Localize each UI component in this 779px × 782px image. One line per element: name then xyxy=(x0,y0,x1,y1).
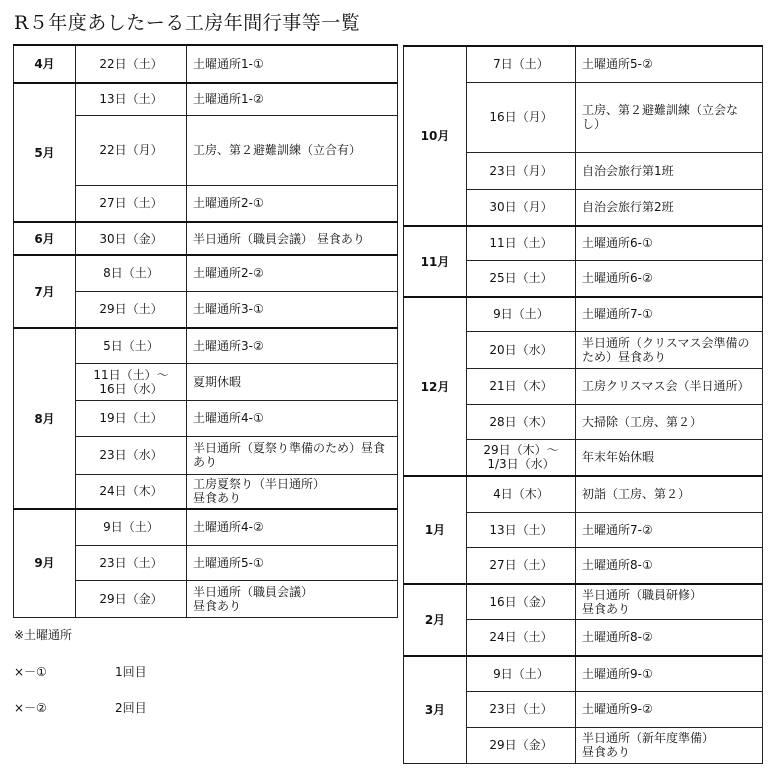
date-cell: 23日（土） xyxy=(467,691,576,727)
event-cell: 工房、第２避難訓練（立合有） xyxy=(187,115,398,185)
event-cell: 大掃除（工房、第２） xyxy=(576,404,763,439)
event-cell: 工房、第２避難訓練（立会なし） xyxy=(576,82,763,152)
date-cell: 23日（水） xyxy=(76,436,187,474)
event-cell: 土曜通所3-② xyxy=(187,328,398,363)
date-cell: 13日（土） xyxy=(467,512,576,547)
event-cell: 土曜通所9-① xyxy=(576,656,763,691)
event-cell: 土曜通所1-② xyxy=(187,83,398,115)
event-cell: 土曜通所7-② xyxy=(576,512,763,547)
event-cell: 夏期休暇 xyxy=(187,363,398,400)
table-row xyxy=(14,255,398,291)
date-cell: 8日（土） xyxy=(76,255,187,291)
event-cell: 土曜通所2-② xyxy=(187,255,398,291)
event-cell: 土曜通所6-① xyxy=(576,226,763,260)
event-cell: 土曜通所2-① xyxy=(187,185,398,222)
month-cell: 4月 xyxy=(14,45,76,83)
event-cell: 工房クリスマス会（半日通所） xyxy=(576,368,763,404)
month-cell: 8月 xyxy=(14,328,76,509)
event-cell: 土曜通所6-② xyxy=(576,260,763,297)
note-text: 2回目 xyxy=(115,701,147,715)
table-row xyxy=(404,226,763,260)
event-cell: 土曜通所8-② xyxy=(576,619,763,656)
event-cell: 半日通所（夏祭り準備のため）昼食あり xyxy=(187,436,398,474)
date-cell: 29日（土） xyxy=(76,291,187,328)
date-cell: 5日（土） xyxy=(76,328,187,363)
date-cell: 9日（土） xyxy=(467,656,576,691)
event-cell: 土曜通所5-② xyxy=(576,46,763,82)
event-cell: 工房夏祭り（半日通所） 昼食あり xyxy=(187,474,398,509)
date-cell: 28日（木） xyxy=(467,404,576,439)
date-cell: 29日（金） xyxy=(467,727,576,763)
event-cell: 年末年始休暇 xyxy=(576,439,763,476)
date-cell: 7日（土） xyxy=(467,46,576,82)
month-cell: 3月 xyxy=(404,656,467,763)
note-symbol: ×－① xyxy=(14,665,47,679)
schedule-table-right xyxy=(403,45,763,764)
month-cell: 10月 xyxy=(404,46,467,226)
date-cell: 23日（月） xyxy=(467,152,576,189)
date-cell: 4日（木） xyxy=(467,476,576,512)
month-cell: 9月 xyxy=(14,509,76,617)
date-cell: 16日（月） xyxy=(467,82,576,152)
event-cell: 自治会旅行第1班 xyxy=(576,152,763,189)
page-title: R５年度あしたーる工房年間行事等一覧 xyxy=(14,12,361,34)
event-cell: 自治会旅行第2班 xyxy=(576,189,763,226)
month-cell: 7月 xyxy=(14,255,76,328)
date-cell: 21日（木） xyxy=(467,368,576,404)
event-cell: 半日通所（新年度準備） 昼食あり xyxy=(576,727,763,763)
date-cell: 22日（土） xyxy=(76,45,187,83)
date-cell: 30日（金） xyxy=(76,222,187,255)
table-row xyxy=(14,45,398,83)
event-cell: 半日通所（職員会議） 昼食あり xyxy=(187,580,398,617)
table-row xyxy=(14,222,398,255)
event-cell: 土曜通所3-① xyxy=(187,291,398,328)
date-cell: 30日（月） xyxy=(467,189,576,226)
date-cell: 27日（土） xyxy=(467,547,576,584)
date-cell: 27日（土） xyxy=(76,185,187,222)
event-cell: 半日通所（職員研修） 昼食あり xyxy=(576,584,763,619)
date-cell: 9日（土） xyxy=(76,509,187,545)
note-symbol: ×－② xyxy=(14,701,47,715)
event-cell: 土曜通所7-① xyxy=(576,297,763,331)
date-cell: 20日（水） xyxy=(467,331,576,368)
notes-heading: ※土曜通所 xyxy=(14,628,73,642)
date-cell: 11日（土） xyxy=(467,226,576,260)
month-cell: 1月 xyxy=(404,476,467,584)
month-cell: 6月 xyxy=(14,222,76,255)
note-item xyxy=(14,699,147,715)
event-cell: 土曜通所8-① xyxy=(576,547,763,584)
date-cell: 24日（土） xyxy=(467,619,576,656)
date-cell: 9日（土） xyxy=(467,297,576,331)
note-text: 1回目 xyxy=(115,665,147,679)
event-cell: 半日通所（職員会議） 昼食あり xyxy=(187,222,398,255)
table-row xyxy=(14,509,398,545)
month-cell: 2月 xyxy=(404,584,467,656)
date-cell: 25日（土） xyxy=(467,260,576,297)
table-row xyxy=(404,297,763,331)
event-cell: 半日通所（クリスマス会準備のため）昼食あり xyxy=(576,331,763,368)
note-item xyxy=(14,663,147,679)
table-row xyxy=(404,584,763,619)
date-cell: 19日（土） xyxy=(76,400,187,436)
date-cell: 24日（木） xyxy=(76,474,187,509)
event-cell: 初詣（工房、第２） xyxy=(576,476,763,512)
table-row xyxy=(14,328,398,363)
table-row xyxy=(404,46,763,82)
month-cell: 5月 xyxy=(14,83,76,222)
date-cell: 16日（金） xyxy=(467,584,576,619)
table-row xyxy=(404,476,763,512)
date-cell: 29日（木）～ 1/3日（水） xyxy=(467,439,576,476)
date-cell: 23日（土） xyxy=(76,545,187,580)
month-cell: 12月 xyxy=(404,297,467,476)
schedule-table-left xyxy=(13,44,398,618)
event-cell: 土曜通所1-① xyxy=(187,45,398,83)
date-cell: 22日（月） xyxy=(76,115,187,185)
event-cell: 土曜通所9-② xyxy=(576,691,763,727)
event-cell: 土曜通所4-① xyxy=(187,400,398,436)
legend-notes xyxy=(14,626,147,735)
table-row xyxy=(404,656,763,691)
table-row xyxy=(14,83,398,115)
event-cell: 土曜通所4-② xyxy=(187,509,398,545)
date-cell: 11日（土）～ 16日（水） xyxy=(76,363,187,400)
date-cell: 13日（土） xyxy=(76,83,187,115)
month-cell: 11月 xyxy=(404,226,467,297)
date-cell: 29日（金） xyxy=(76,580,187,617)
event-cell: 土曜通所5-① xyxy=(187,545,398,580)
